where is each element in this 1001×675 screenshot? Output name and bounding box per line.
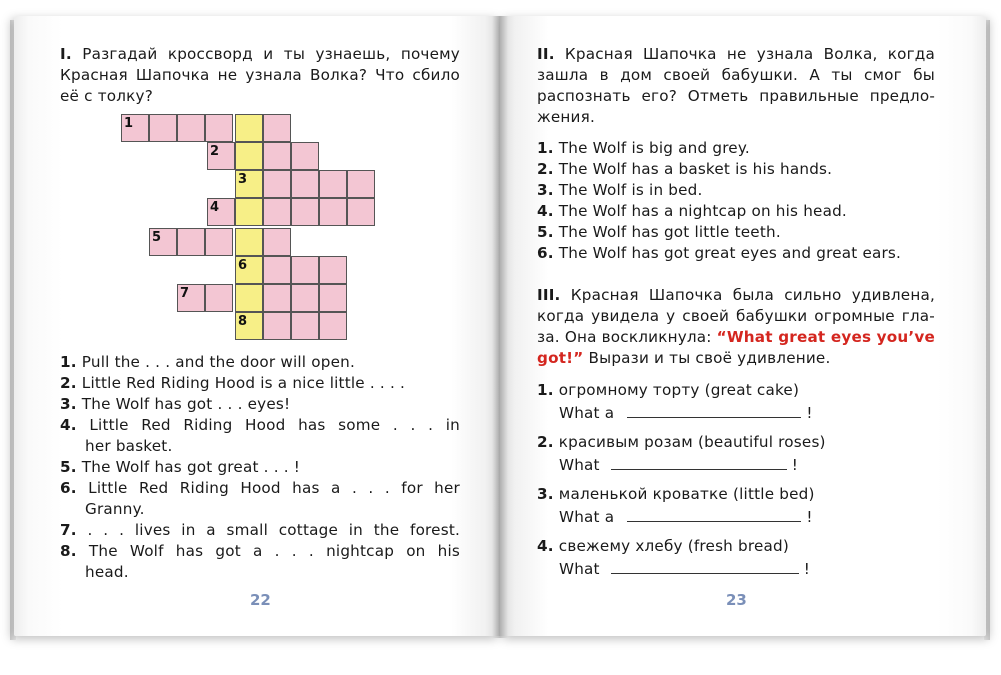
task2-line-1 xyxy=(537,44,935,65)
sentence-number: 1. xyxy=(537,139,554,157)
crossword-cell[interactable] xyxy=(291,284,319,312)
task1-line-1 xyxy=(60,44,460,65)
sentence-2[interactable] xyxy=(537,159,832,180)
task3-text-4: Вырази и ты своё удивление. xyxy=(583,349,831,367)
exercise-end: ! xyxy=(806,404,813,422)
sentence-4[interactable] xyxy=(537,201,847,222)
crossword-key-cell[interactable] xyxy=(235,198,263,226)
crossword-number-6: 6 xyxy=(238,258,248,273)
sentence-text: The Wolf has a nightcap on his head. xyxy=(558,202,847,220)
sentence-text: The Wolf has got great eyes and great ears. xyxy=(558,244,902,262)
sentence-number: 2. xyxy=(537,160,554,178)
crossword-cell[interactable] xyxy=(291,142,319,170)
clue-number: 8. xyxy=(60,542,77,560)
sentence-text: The Wolf has a basket is his hands. xyxy=(558,160,833,178)
clue-8 xyxy=(60,541,460,562)
crossword-cell[interactable] xyxy=(205,228,233,256)
exercise-lead: What a xyxy=(559,508,615,526)
sentence-text: The Wolf is big and grey. xyxy=(558,139,750,157)
clue-text: The Wolf has got a . . . nightcap on his xyxy=(88,542,460,560)
clue-5 xyxy=(60,457,300,478)
exercise-number: 4. xyxy=(537,537,554,555)
crossword-cell[interactable] xyxy=(177,114,205,142)
exercise-4-prompt xyxy=(537,536,789,557)
task1-number: I. xyxy=(60,45,72,63)
exercise-lead: What xyxy=(559,560,600,578)
clue-text: Little Red Riding Hood has some . . . in xyxy=(89,416,460,434)
crossword-cell[interactable] xyxy=(263,228,291,256)
exercise-3-answer xyxy=(559,505,813,528)
task2-number: II. xyxy=(537,45,555,63)
clue-text: Pull the . . . and the door will open. xyxy=(81,353,355,371)
crossword-number-3: 3 xyxy=(238,172,248,187)
crossword-cell[interactable] xyxy=(263,284,291,312)
crossword-cell[interactable] xyxy=(263,198,291,226)
exercise-2-answer xyxy=(559,453,798,476)
page-number-right: 23 xyxy=(726,591,747,609)
task3-line-1 xyxy=(537,285,935,306)
task3-quote-2: got!” xyxy=(537,349,584,367)
clue-number: 1. xyxy=(60,353,77,371)
clue-6-cont: Granny. xyxy=(85,500,145,518)
sentence-text: The Wolf is in bed. xyxy=(558,181,703,199)
task3-text-1: Красная Шапочка была сильно удивлена, xyxy=(570,286,935,304)
clue-text: Little Red Riding Hood has a . . . for her xyxy=(88,479,460,497)
task3-line-2: когда увидела у своей бабушки огромные гла- xyxy=(537,307,935,325)
crossword-cell[interactable] xyxy=(291,256,319,284)
crossword-cell[interactable] xyxy=(319,284,347,312)
task3-text-3: за. Она воскликнула: xyxy=(537,328,717,346)
crossword-number-8: 8 xyxy=(238,314,248,329)
clue-4 xyxy=(60,415,460,436)
exercise-3-prompt xyxy=(537,484,815,505)
clue-text: The Wolf has got great . . . ! xyxy=(81,458,301,476)
clue-number: 5. xyxy=(60,458,77,476)
crossword-key-cell[interactable] xyxy=(235,170,263,198)
clue-number: 3. xyxy=(60,395,77,413)
task3-quote-1: “What great eyes you’ve xyxy=(716,328,936,346)
task3-number: III. xyxy=(537,286,561,304)
crossword-number-7: 7 xyxy=(180,286,190,301)
crossword-cell[interactable] xyxy=(347,198,375,226)
crossword-cell[interactable] xyxy=(263,170,291,198)
exercise-prompt: свежему хлебу (fresh bread) xyxy=(558,537,790,555)
exercise-number: 1. xyxy=(537,381,554,399)
task2-line-4: жения. xyxy=(537,108,595,126)
crossword-cell[interactable] xyxy=(149,228,177,256)
crossword-cell[interactable] xyxy=(347,170,375,198)
crossword-cell[interactable] xyxy=(207,198,235,226)
exercise-end: ! xyxy=(806,508,813,526)
exercise-end: ! xyxy=(803,560,811,578)
crossword-cell[interactable] xyxy=(263,256,291,284)
crossword-key-cell[interactable] xyxy=(235,142,263,170)
exercise-lead: What xyxy=(559,456,600,474)
task2-text-1: Красная Шапочка не узнала Волка, когда xyxy=(564,45,935,63)
clue-number: 2. xyxy=(60,374,77,392)
crossword-cell[interactable] xyxy=(263,142,291,170)
crossword-cell[interactable] xyxy=(319,170,347,198)
clue-6 xyxy=(60,478,460,499)
crossword-number-5: 5 xyxy=(152,230,162,245)
crossword-key-cell[interactable] xyxy=(235,228,263,256)
crossword-cell[interactable] xyxy=(319,256,347,284)
crossword-key-cell[interactable] xyxy=(235,312,263,340)
task3-line-4 xyxy=(537,348,831,369)
clue-number: 6. xyxy=(60,479,77,497)
sentence-5[interactable] xyxy=(537,222,781,243)
task1-line-2: Красная Шапочка не узнала Волка? Что сбило xyxy=(60,66,460,84)
clue-number: 4. xyxy=(60,416,77,434)
exercise-number: 2. xyxy=(537,433,554,451)
crossword-key-cell[interactable] xyxy=(235,114,263,142)
crossword-grid xyxy=(121,114,381,344)
clue-1 xyxy=(60,352,355,373)
crossword-cell[interactable] xyxy=(319,198,347,226)
task2-line-2: зашла в дом своей бабушки. А ты смог бы xyxy=(537,66,935,84)
exercise-prompt: красивым розам (beautiful roses) xyxy=(558,433,826,451)
sentence-text: The Wolf has got little teeth. xyxy=(558,223,781,241)
crossword-cell[interactable] xyxy=(121,114,149,142)
answer-blank-2[interactable] xyxy=(611,453,787,470)
page-number-left: 22 xyxy=(250,591,271,609)
crossword-cell[interactable] xyxy=(263,114,291,142)
crossword-cell[interactable] xyxy=(205,284,233,312)
clue-8-cont: head. xyxy=(85,563,129,581)
task1-line-3: её с толку? xyxy=(60,87,153,105)
task2-line-3: распознать его? Отметь правильные предло- xyxy=(537,87,935,105)
crossword-number-4: 4 xyxy=(210,200,220,215)
exercise-1-answer xyxy=(559,401,813,424)
exercise-prompt: огромному торту (great cake) xyxy=(558,381,800,399)
clue-text: The Wolf has got . . . eyes! xyxy=(81,395,291,413)
answer-blank-1[interactable] xyxy=(627,401,801,418)
sentence-number: 5. xyxy=(537,223,554,241)
crossword-key-cell[interactable] xyxy=(235,256,263,284)
crossword-cell[interactable] xyxy=(177,284,205,312)
exercise-number: 3. xyxy=(537,485,554,503)
clue-4-cont: her basket. xyxy=(85,437,173,455)
crossword-cell[interactable] xyxy=(319,312,347,340)
crossword-cell[interactable] xyxy=(177,228,205,256)
clue-number: 7. xyxy=(60,521,77,539)
crossword-cell[interactable] xyxy=(207,142,235,170)
crossword-cell[interactable] xyxy=(291,312,319,340)
clue-text: . . . lives in a small cottage in the forest. xyxy=(87,521,461,539)
answer-blank-3[interactable] xyxy=(627,505,801,522)
exercise-lead: What a xyxy=(559,404,615,422)
crossword-cell[interactable] xyxy=(291,170,319,198)
sentence-number: 6. xyxy=(537,244,554,262)
sentence-6[interactable] xyxy=(537,243,901,264)
crossword-key-cell[interactable] xyxy=(235,284,263,312)
sentence-number: 4. xyxy=(537,202,554,220)
crossword-cell[interactable] xyxy=(149,114,177,142)
exercise-1-prompt xyxy=(537,380,799,401)
sentence-3[interactable] xyxy=(537,180,703,201)
crossword-number-1: 1 xyxy=(124,116,134,131)
crossword-cell[interactable] xyxy=(291,198,319,226)
exercise-prompt: маленькой кроватке (little bed) xyxy=(558,485,815,503)
book-spine xyxy=(492,16,508,638)
exercise-end: ! xyxy=(791,456,799,474)
exercise-4-answer xyxy=(559,557,810,580)
task3-line-3 xyxy=(537,327,935,348)
crossword-cell[interactable] xyxy=(205,114,233,142)
crossword-cell[interactable] xyxy=(263,312,291,340)
clue-7 xyxy=(60,520,460,541)
clue-text: Little Red Riding Hood is a nice little . . . . xyxy=(81,374,406,392)
clue-3 xyxy=(60,394,290,415)
task1-text-1: Разгадай кроссворд и ты узнаешь, почему xyxy=(82,45,460,63)
sentence-number: 3. xyxy=(537,181,554,199)
crossword-number-2: 2 xyxy=(210,144,220,159)
answer-blank-4[interactable] xyxy=(611,557,799,574)
clue-2 xyxy=(60,373,405,394)
sentence-1[interactable] xyxy=(537,138,750,159)
exercise-2-prompt xyxy=(537,432,826,453)
